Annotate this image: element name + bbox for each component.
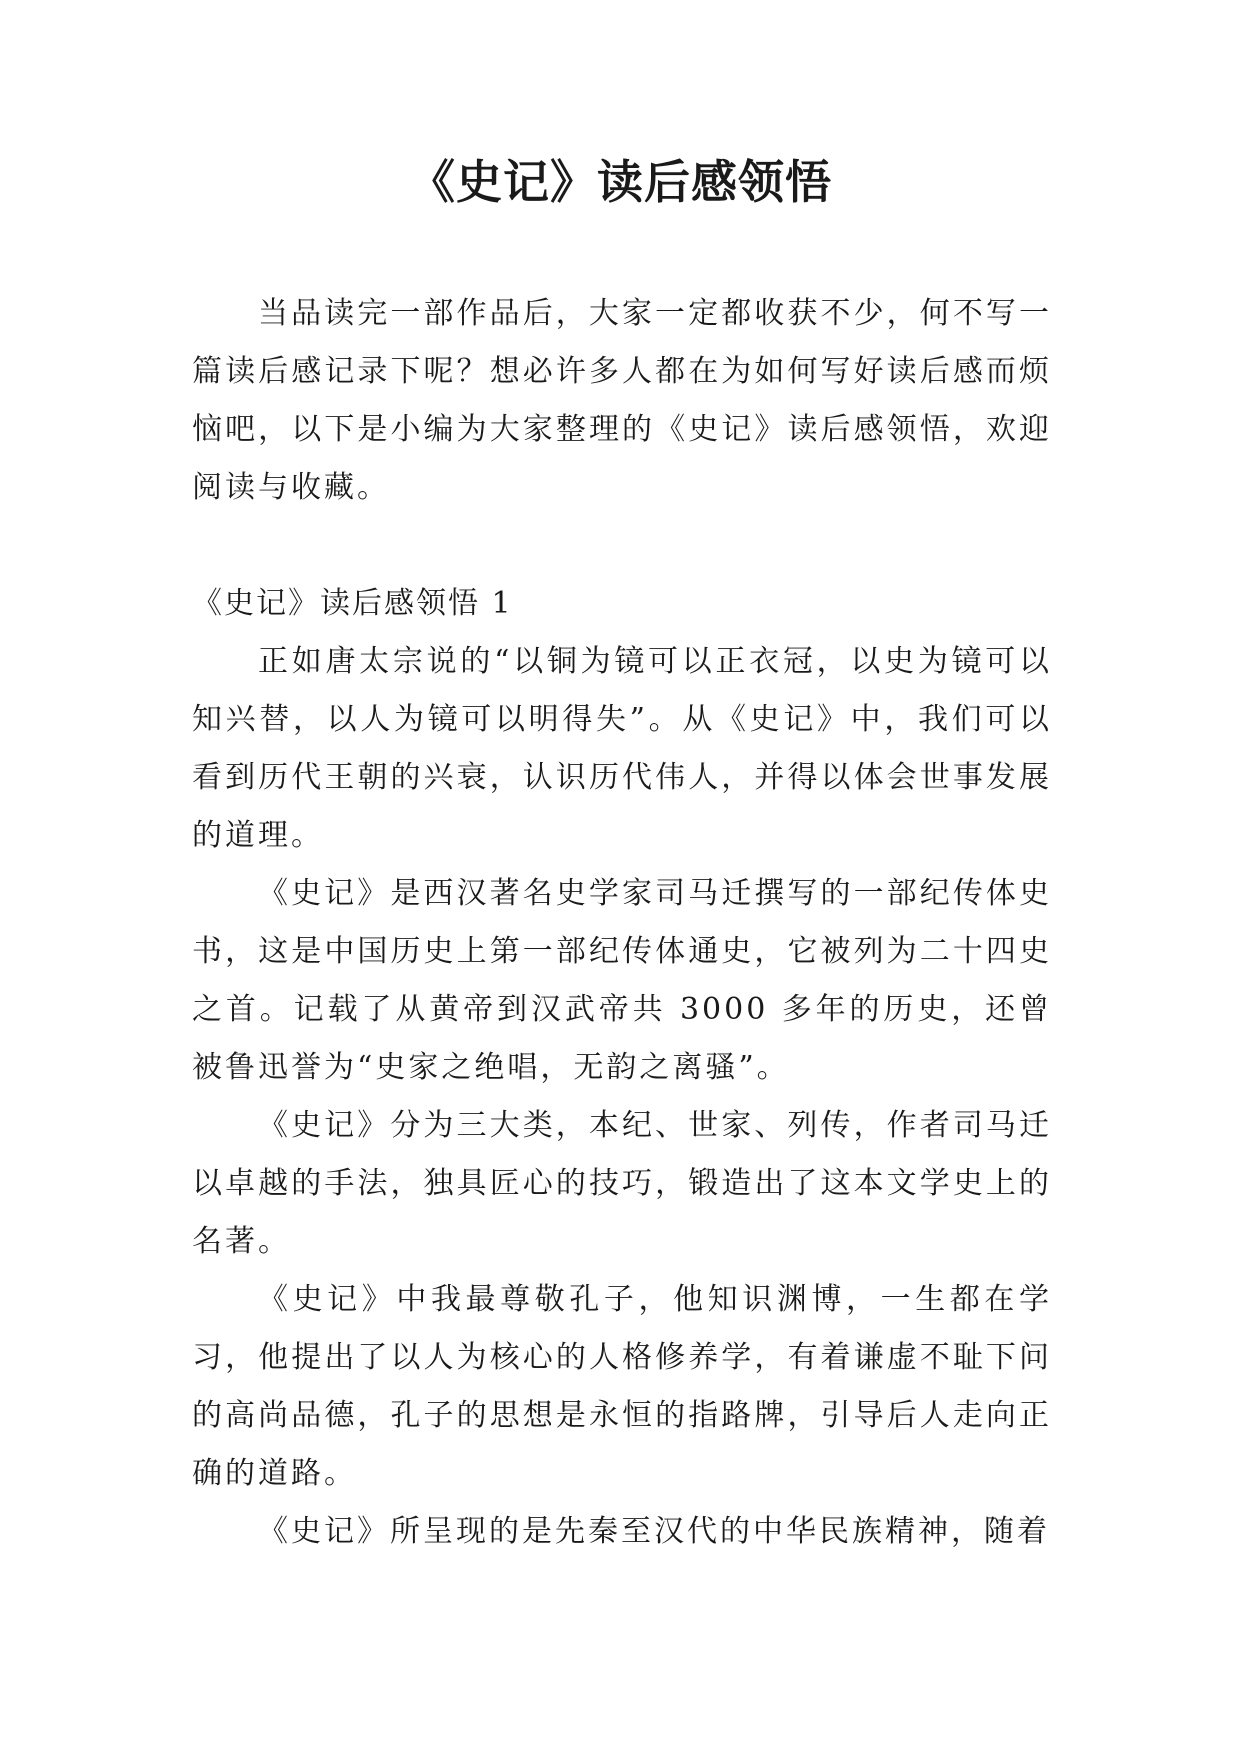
- body-paragraph: 《史记》所呈现的是先秦至汉代的中华民族精神，随着: [258, 1514, 1050, 1549]
- body-paragraph: 正如唐太宗说的“以铜为镜可以正衣冠，以史为镜可以知兴替，以人为镜可以明得失”。从《史记》中，我们可以看到历代王朝的兴衰，认识历代伟人，并得以体会世事发展的道理。: [192, 644, 1052, 853]
- body-paragraph: 《史记》是西汉著名史学家司马迁撰写的一部纪传体史书，这是中国历史上第一部纪传体通史，它被列为二十四史之首。记载了从黄帝到汉武帝共 3000 多年的历史，还曾被鲁迅誉为“史家之绝唱，无韵之离骚”。: [192, 876, 1052, 1085]
- intro-paragraph: 当品读完一部作品后，大家一定都收获不少，何不写一篇读后感记录下呢？想必许多人都在为如何写好读后感而烦恼吧，以下是小编为大家整理的《史记》读后感领悟，欢迎阅读与收藏。: [192, 296, 1052, 505]
- body-paragraph: 《史记》分为三大类，本纪、世家、列传，作者司马迁以卓越的手法，独具匠心的技巧，锻造出了这本文学史上的名著。: [192, 1108, 1052, 1259]
- document-title: 《史记》读后感领悟: [409, 155, 832, 209]
- section-title: 《史记》读后感领悟 1: [192, 586, 513, 621]
- document-body: [192, 285, 1052, 1561]
- body-paragraph: 《史记》中我最尊敬孔子，他知识渊博，一生都在学习，他提出了以人为核心的人格修养学，有着谦虚不耻下问的高尚品德，孔子的思想是永恒的指路牌，引导后人走向正确的道路。: [192, 1282, 1052, 1491]
